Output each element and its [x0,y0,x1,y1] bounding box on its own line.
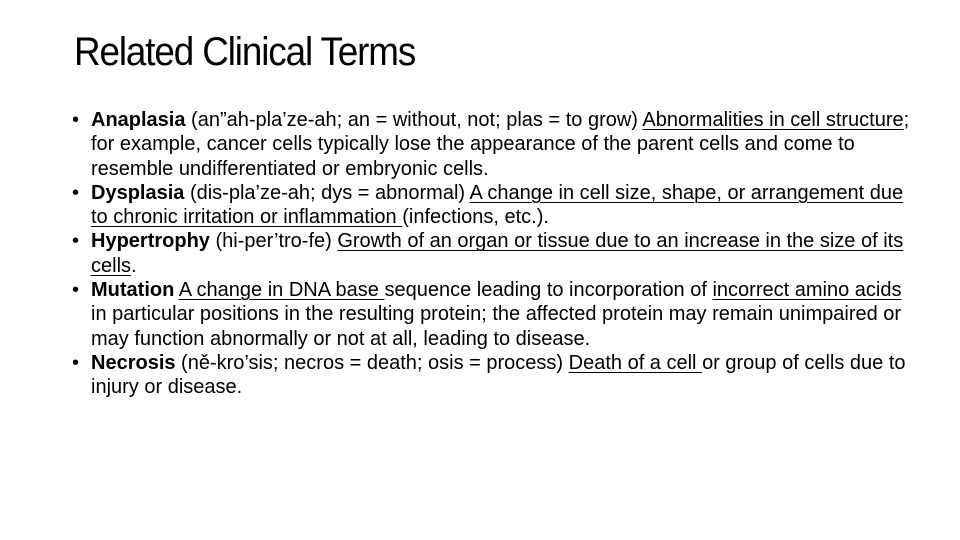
term-description: or group of cells due to injury or disease. [91,351,906,399]
term-definition: Abnormalities in cell structure [642,109,904,131]
bullet-icon: • [72,279,80,302]
bullet-icon: • [72,181,80,204]
term-definition-secondary: incorrect amino acids [712,279,902,302]
term-list [72,108,920,400]
term-item-dysplasia [72,181,920,230]
term-definition: A change in cell size, shape, or arrangement due to chronic irritation or inflammation [91,181,904,229]
term-item-anaplasia [72,108,920,181]
term-definition: Growth of an organ or tissue due to an increase in the size of its cells [91,230,904,277]
term-item-hypertrophy [72,229,920,278]
term-name: Mutation [91,279,175,302]
term-description: (infections, etc.). [402,206,549,229]
term-definition: A change in DNA base [178,279,385,302]
term-name: Anaplasia [91,109,186,131]
slide-title: Related Clinical Terms [74,30,416,74]
term-pronunciation: (hi-per’tro-fe) [209,230,338,253]
term-pronunciation: (dis-pla’ze-ah; dys = abnormal) [184,181,470,204]
term-item-necrosis [72,351,920,400]
term-pronunciation: (ně-kro’sis; necros = death; osis = process) [175,351,569,374]
term-name: Hypertrophy [91,230,210,253]
term-definition: Death of a cell [568,351,703,374]
term-item-mutation [72,278,920,351]
term-description: ; for example, cancer cells typically lose the appearance of the parent cells and come to resemble undifferentiated or embryonic cells. [91,109,910,180]
term-description: sequence leading to incorporation of [384,279,713,302]
bullet-icon: • [72,230,80,253]
term-description: . [131,254,137,277]
bullet-icon: • [72,109,80,131]
bullet-icon: • [72,351,80,374]
term-pronunciation: (an”ah-pla’ze-ah; an = without, not; plas = to grow) [185,109,643,131]
term-description: in particular positions in the resulting protein; the affected protein may remain unimpaired or may function abnormally or not at all, leading to disease. [91,303,902,350]
term-name: Dysplasia [91,181,185,204]
term-name: Necrosis [91,351,176,374]
